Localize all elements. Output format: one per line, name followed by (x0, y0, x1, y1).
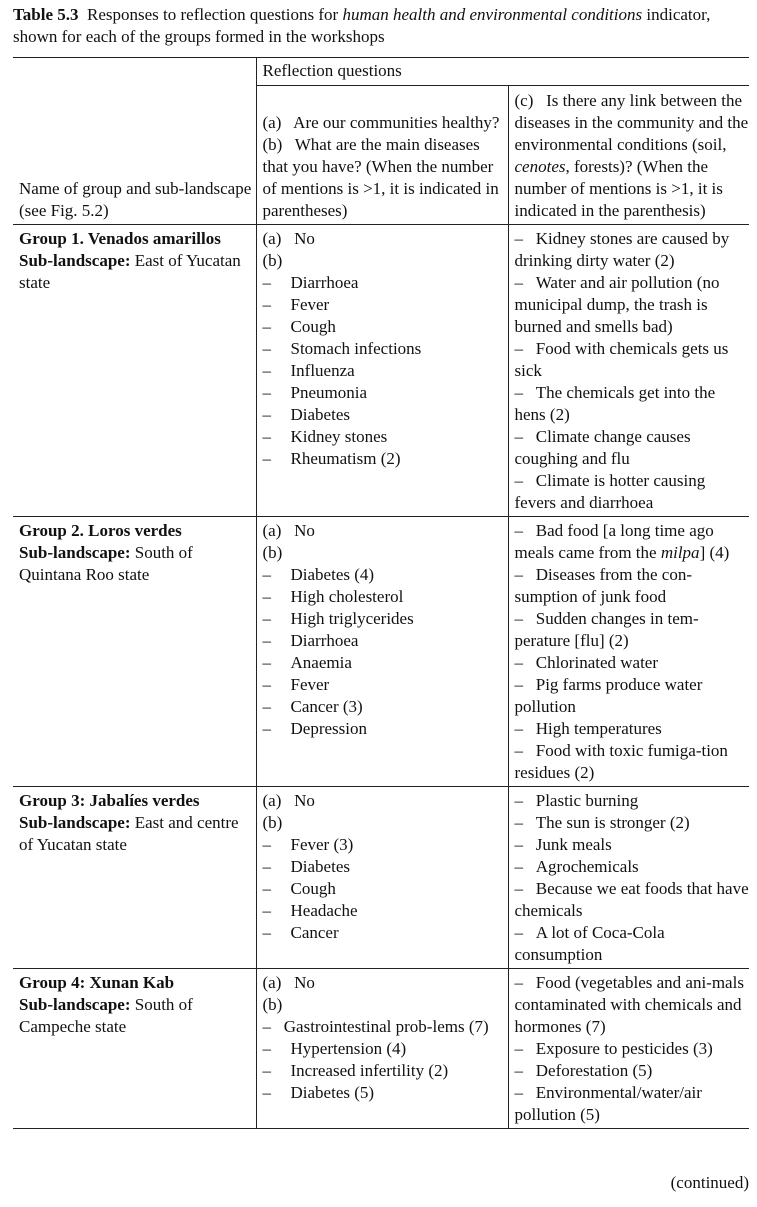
table-row (13, 517, 749, 787)
list-item: – Kidney stones (263, 426, 508, 448)
continued-note: (continued) (670, 1173, 749, 1192)
list-item: – Diarrhoea (263, 630, 508, 652)
list-item: – High triglycerides (263, 608, 508, 630)
group-cell: Group 1. Venados amarillos Sub-landscape: East of Yucatan state (13, 225, 256, 517)
group-name: Group 4: Xunan Kab (19, 973, 175, 992)
group-cell: Group 4: Xunan Kab Sub-landscape: South of Campeche state (13, 969, 256, 1129)
list-item: – Water and air pollution (no municipal dump, the trash is burned and smells bad) (515, 272, 750, 338)
list-item: – Increased infertility (2) (263, 1060, 508, 1082)
list-item: – Climate change causes coughing and flu (515, 426, 750, 470)
list-item: – Cancer (263, 922, 508, 944)
sub-landscape: South of Campeche state (19, 995, 193, 1036)
diseases-cell: (a) No (b) – Gastrointestinal prob-lems (7) – Hypertension (4) – Increased infertility (2) – Diabetes (5) (256, 969, 508, 1129)
header-col2: (a) Are our communities healthy? (b) What are the main diseases that you have? (When the number of mentions is >1, it is indicated in parentheses) (256, 86, 508, 225)
links-cell (508, 787, 749, 969)
list-item: – Cough (263, 316, 508, 338)
list-item: – Rheumatism (2) (263, 448, 508, 470)
list-item: – Diabetes (5) (263, 1082, 508, 1104)
list-item: – Diabetes (263, 404, 508, 426)
list-item: – Headache (263, 900, 508, 922)
responses-table (13, 57, 749, 1129)
caption-label: Table 5.3 (13, 5, 79, 24)
list-item: – Bad food [a long time ago meals came from the milpa] (4) (515, 520, 750, 564)
list-item: – Plastic burning (515, 790, 750, 812)
list-item: – Chlorinated water (515, 652, 750, 674)
diseases-cell: (a) No (b) – Diarrhoea – Fever – Cough – Stomach infections – Influenza – Pneumonia – Diabetes – Kidney stones – Rheumatism (2) (256, 225, 508, 517)
sub-landscape: South of Quintana Roo state (19, 543, 193, 584)
list-item: – Pig farms produce water pollution (515, 674, 750, 718)
list-item: – Kidney stones are caused by drinking dirty water (2) (515, 228, 750, 272)
list-item: – Diabetes (263, 856, 508, 878)
list-item: – Food (vegetables and ani-mals contaminated with chemicals and hormones (7) (515, 972, 750, 1038)
list-item: – Sudden changes in tem-perature [flu] (2) (515, 608, 750, 652)
list-item: – Exposure to pesticides (3) (515, 1038, 750, 1060)
list-item: – High cholesterol (263, 586, 508, 608)
group-name: Group 2. Loros verdes (19, 521, 182, 540)
group-name: Group 1. Venados amarillos (19, 229, 221, 248)
list-item: – Diseases from the con-sumption of junk food (515, 564, 750, 608)
list-item: – Depression (263, 718, 508, 740)
header-col1: Name of group and sub-landscape (see Fig. 5.2) (13, 58, 256, 225)
list-item: – Diarrhoea (263, 272, 508, 294)
links-cell (508, 225, 749, 517)
list-item: – Fever (263, 674, 508, 696)
list-item: – Deforestation (5) (515, 1060, 750, 1082)
list-item: – Cancer (3) (263, 696, 508, 718)
table-row (13, 225, 749, 517)
list-item: – Climate is hotter causing fevers and diarrhoea (515, 470, 750, 514)
table-row (13, 787, 749, 969)
list-item: – A lot of Coca-Cola consumption (515, 922, 750, 966)
group-name: Group 3: Jabalíes verdes (19, 791, 200, 810)
diseases-cell: (a) No (b) – Fever (3) – Diabetes – Cough – Headache – Cancer (256, 787, 508, 969)
list-item: – The sun is stronger (2) (515, 812, 750, 834)
list-item: – Fever (263, 294, 508, 316)
list-item: – Environmental/water/air pollution (5) (515, 1082, 750, 1126)
list-item: – Stomach infections (263, 338, 508, 360)
header-col3: (c) Is there any link between the diseases in the community and the environmental conditions (soil, cenotes, forests)? (When the number of mentions is >1, it is indicated in the parenthesis) (508, 86, 749, 225)
list-item: – Fever (3) (263, 834, 508, 856)
caption-text-after: indicator, shown for each of the groups formed in the workshops (13, 5, 711, 46)
caption-text-italic: human health and environmental conditions (342, 5, 643, 24)
list-item: – Food with chemicals gets us sick (515, 338, 750, 382)
list-item: – Agrochemicals (515, 856, 750, 878)
table-caption (13, 4, 753, 48)
header-reflection-questions: Reflection questions (256, 58, 749, 86)
list-item: – Hypertension (4) (263, 1038, 508, 1060)
diseases-cell: (a) No (b) – Diabetes (4) – High cholesterol – High triglycerides – Diarrhoea – Anaemia – Fever – Cancer (3) – Depression (256, 517, 508, 787)
list-item: – Pneumonia (263, 382, 508, 404)
links-cell (508, 969, 749, 1129)
list-item: – High temperatures (515, 718, 750, 740)
links-cell (508, 517, 749, 787)
group-cell: Group 3: Jabalíes verdes Sub-landscape: East and centre of Yucatan state (13, 787, 256, 969)
table-row (13, 969, 749, 1129)
list-item: – Food with toxic fumiga-tion residues (2) (515, 740, 750, 784)
list-item: – Gastrointestinal prob-lems (7) (263, 1016, 508, 1038)
sub-landscape: East of Yucatan state (19, 251, 241, 292)
group-cell: Group 2. Loros verdes Sub-landscape: South of Quintana Roo state (13, 517, 256, 787)
list-item: – Anaemia (263, 652, 508, 674)
list-item: – Influenza (263, 360, 508, 382)
list-item: – The chemicals get into the hens (2) (515, 382, 750, 426)
list-item: – Because we eat foods that have chemicals (515, 878, 750, 922)
caption-text-before: Responses to reflection questions for (87, 5, 339, 24)
list-item: – Diabetes (4) (263, 564, 508, 586)
list-item: – Junk meals (515, 834, 750, 856)
list-item: – Cough (263, 878, 508, 900)
sub-landscape: East and centre of Yucatan state (19, 813, 239, 854)
